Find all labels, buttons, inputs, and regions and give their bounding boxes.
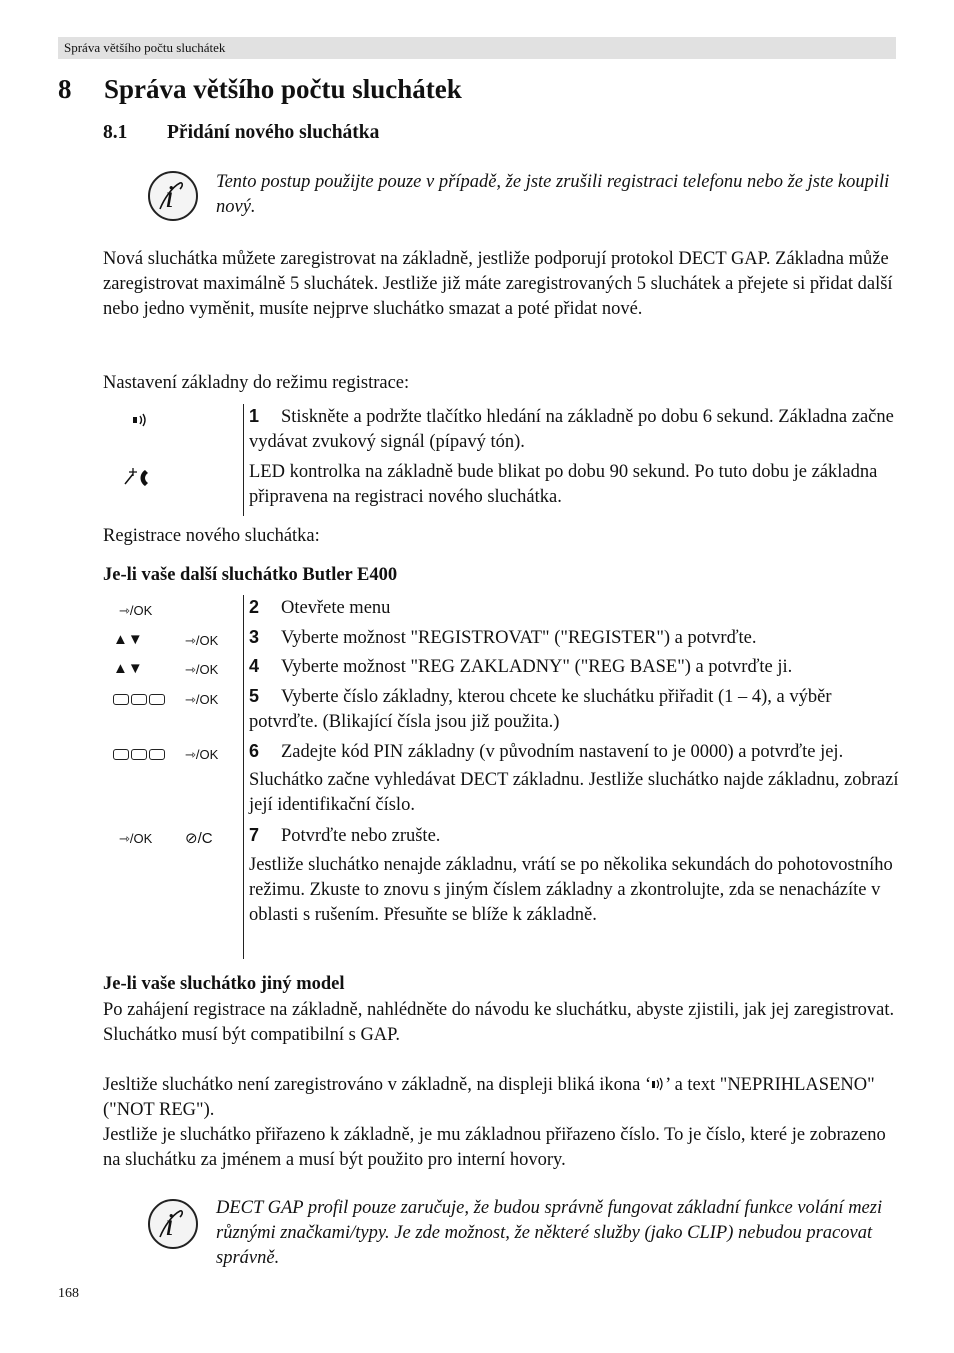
menu-ok-icon: ⇾: [185, 662, 196, 677]
note-text: Tento postup použijte pouze v případě, že jste zrušili registraci telefonu nebo že jste koupili nový.: [216, 172, 890, 217]
menu-ok-icon: ⇾: [185, 692, 196, 707]
step-number: 5: [249, 686, 260, 706]
antenna-icon: [651, 1077, 665, 1091]
ok-key: ⇾/OK: [119, 603, 153, 618]
ok-key: ⇾/OK: [185, 692, 219, 707]
ok-key: ⇾/OK: [185, 662, 219, 677]
step-text: Zadejte kód PIN základny (v původním nastavení to je 0000) a potvrďte jej.: [281, 742, 844, 762]
svg-text:i: i: [165, 1206, 174, 1242]
ok-key: ⇾/OK: [185, 747, 219, 762]
arrow-up-down-icon: ▲▼: [113, 660, 143, 677]
menu-ok-icon: ⇾: [185, 633, 196, 648]
menu-ok-icon: ⇾: [185, 747, 196, 762]
number-keys-icon: [113, 694, 165, 705]
step-text: Vyberte možnost "REG ZAKLADNY" ("REG BASE") a potvrďte ji.: [281, 657, 793, 677]
step-text: Sluchátko začne vyhledávat DECT základnu. Jestliže sluchátko najde základnu, zobrazí její identifikační číslo.: [249, 770, 899, 815]
note-text: DECT GAP profil pouze zaručuje, že budou správně fungovat základní funkce volání mezi různými značkami/typy. Je zde možnost, že některé služby (jako CLIP) nebudou pracovat správně.: [216, 1198, 883, 1268]
table-divider: [243, 595, 244, 959]
section-number: 8.1: [103, 122, 128, 143]
page-icon: [131, 412, 149, 428]
step-text: Otevřete menu: [281, 598, 391, 618]
section-heading: [103, 120, 379, 146]
menu-ok-icon: ⇾: [119, 603, 130, 618]
step-number: 2: [249, 597, 260, 617]
ok-key: ⇾/OK: [119, 831, 153, 846]
menu-ok-icon: ⇾: [119, 831, 130, 846]
not-registered-paragraph: Jesltiže sluchátko není zaregistrováno v základně, na displeji bliká ikona ‘ ’ a text "NEPRIHLASENO" ("NOT REG").: [103, 1075, 875, 1120]
step-text: Stiskněte a podržte tlačítko hledání na základně po dobu 6 sekund. Základna začne vydávat zvukový signál (pípavý tón).: [249, 407, 894, 452]
subheading-other: Je-li vaše sluchátko jiný model: [103, 974, 345, 994]
intro-paragraph: Nová sluchátka můžete zaregistrovat na základně, jestliže podporují protokol DECT GAP. Základna může zaregistrovat maximálně 5 sluchátek. Jestliže již máte zaregistrovaných 5 sluchátek a přejete si přidat další nebo jedno vyměnit, musíte nejprve sluchátko smazat a poté přidat nové.: [103, 249, 893, 319]
step-number: 3: [249, 627, 260, 647]
led-phone-icon: [123, 466, 155, 488]
base-steps-table: [103, 404, 903, 516]
note-icon: [148, 1199, 198, 1249]
ok-key: ⇾/OK: [185, 633, 219, 648]
cancel-icon: ⊘: [185, 830, 198, 847]
number-keys-icon: [113, 749, 165, 760]
running-header: Správa většího počtu sluchátek: [58, 37, 896, 59]
step-number: 6: [249, 741, 260, 761]
page-number: 168: [58, 1286, 79, 1301]
step-number: 1: [249, 406, 260, 426]
assigned-paragraph: Jestliže je sluchátko přiřazeno k základně, je mu základnou přiřazeno číslo. To je číslo, které je zobrazeno na sluchátku za jménem a musí být použito pro interní hovory.: [103, 1125, 886, 1170]
registration-label: Registrace nového sluchátka:: [103, 526, 320, 546]
section-title: Přidání nového sluchátka: [167, 122, 380, 143]
table-divider: [243, 404, 244, 516]
step-text: Potvrďte nebo zrušte.: [281, 826, 441, 846]
note-icon: [148, 171, 198, 221]
step-text: Jestliže sluchátko nenajde základnu, vrátí se po několika sekundách do pohotovostního režimu. Zkuste to znovu s jiným číslem základny a zkontrolujte, zda se nenacházíte v oblasti s rušením. Přesuňte se blíže k základně.: [249, 855, 893, 925]
subheading-butler: Je-li vaše další sluchátko Butler E400: [103, 565, 398, 585]
step-number: 4: [249, 656, 260, 676]
arrow-up-down-icon: ▲▼: [113, 631, 143, 648]
chapter-heading: [58, 72, 462, 106]
step-text: Vyberte číslo základny, kterou chcete ke sluchátku přiřadit (1 – 4), a výběr potvrďte. (Blikající čísla jsou již použita.): [249, 687, 832, 732]
other-paragraph: Po zahájení registrace na základně, nahlédněte do návodu ke sluchátku, abyste zjistili, jak jej zaregistrovat. Sluchátko musí být compatibilní s GAP.: [103, 1000, 895, 1045]
step-text: Vyberte možnost "REGISTROVAT" ("REGISTER") a potvrďte.: [281, 628, 757, 648]
svg-text:i: i: [165, 178, 174, 214]
step-number: 7: [249, 825, 260, 845]
base-setup-label: Nastavení základny do režimu registrace:: [103, 373, 410, 393]
cancel-key: ⊘/C: [185, 830, 213, 847]
chapter-title: Správa většího počtu sluchátek: [104, 74, 462, 104]
chapter-number: 8: [58, 74, 72, 104]
step-text: LED kontrolka na základně bude blikat po dobu 90 sekund. Po tuto dobu je základna připravena na registraci nového sluchátka.: [249, 462, 878, 507]
handset-steps-table: [103, 595, 903, 959]
